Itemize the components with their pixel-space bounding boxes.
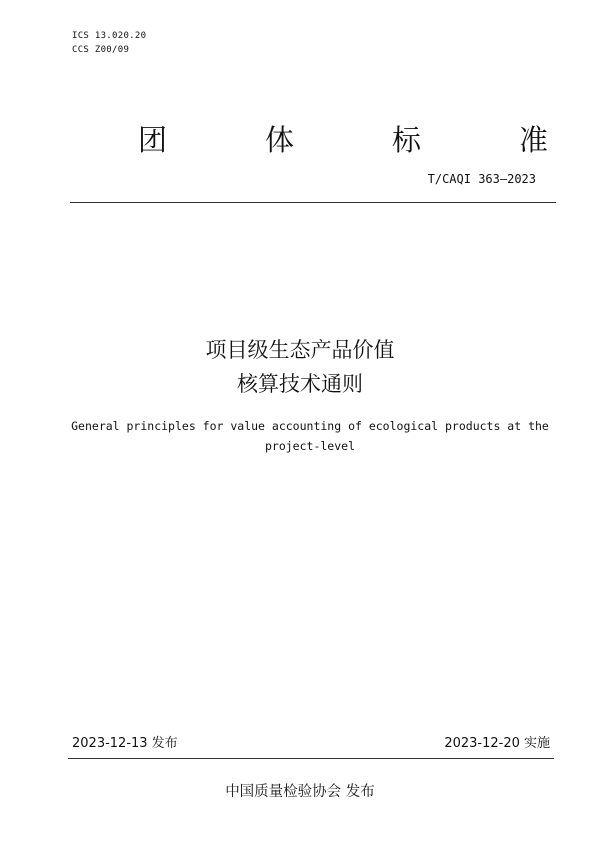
standard-type-char: 准: [518, 123, 548, 157]
ccs-code: CCS Z00/09: [72, 45, 130, 55]
standard-type-char: 团: [138, 123, 168, 157]
title-chinese-line1: 项目级生态产品价值: [205, 338, 395, 362]
ics-code: ICS 13.020.20: [72, 31, 147, 41]
title-chinese-line2: 核算技术通则: [237, 372, 363, 396]
publisher: 中国质量检验协会 发布: [225, 784, 375, 800]
classification-codes: [72, 29, 146, 57]
title-english: General principles for value accounting of ecological products at the project-level: [71, 419, 549, 453]
standard-type-char: 体: [264, 123, 294, 157]
top-divider: [70, 202, 556, 203]
publish-date: 2023-12-13 发布: [72, 736, 178, 751]
standard-number: T/CAQI 363—2023: [427, 172, 536, 186]
bottom-divider: [68, 758, 554, 759]
standard-type-char: 标: [391, 123, 421, 157]
implement-date: 2023-12-20 实施: [444, 736, 550, 751]
standard-type-heading: [138, 118, 548, 159]
